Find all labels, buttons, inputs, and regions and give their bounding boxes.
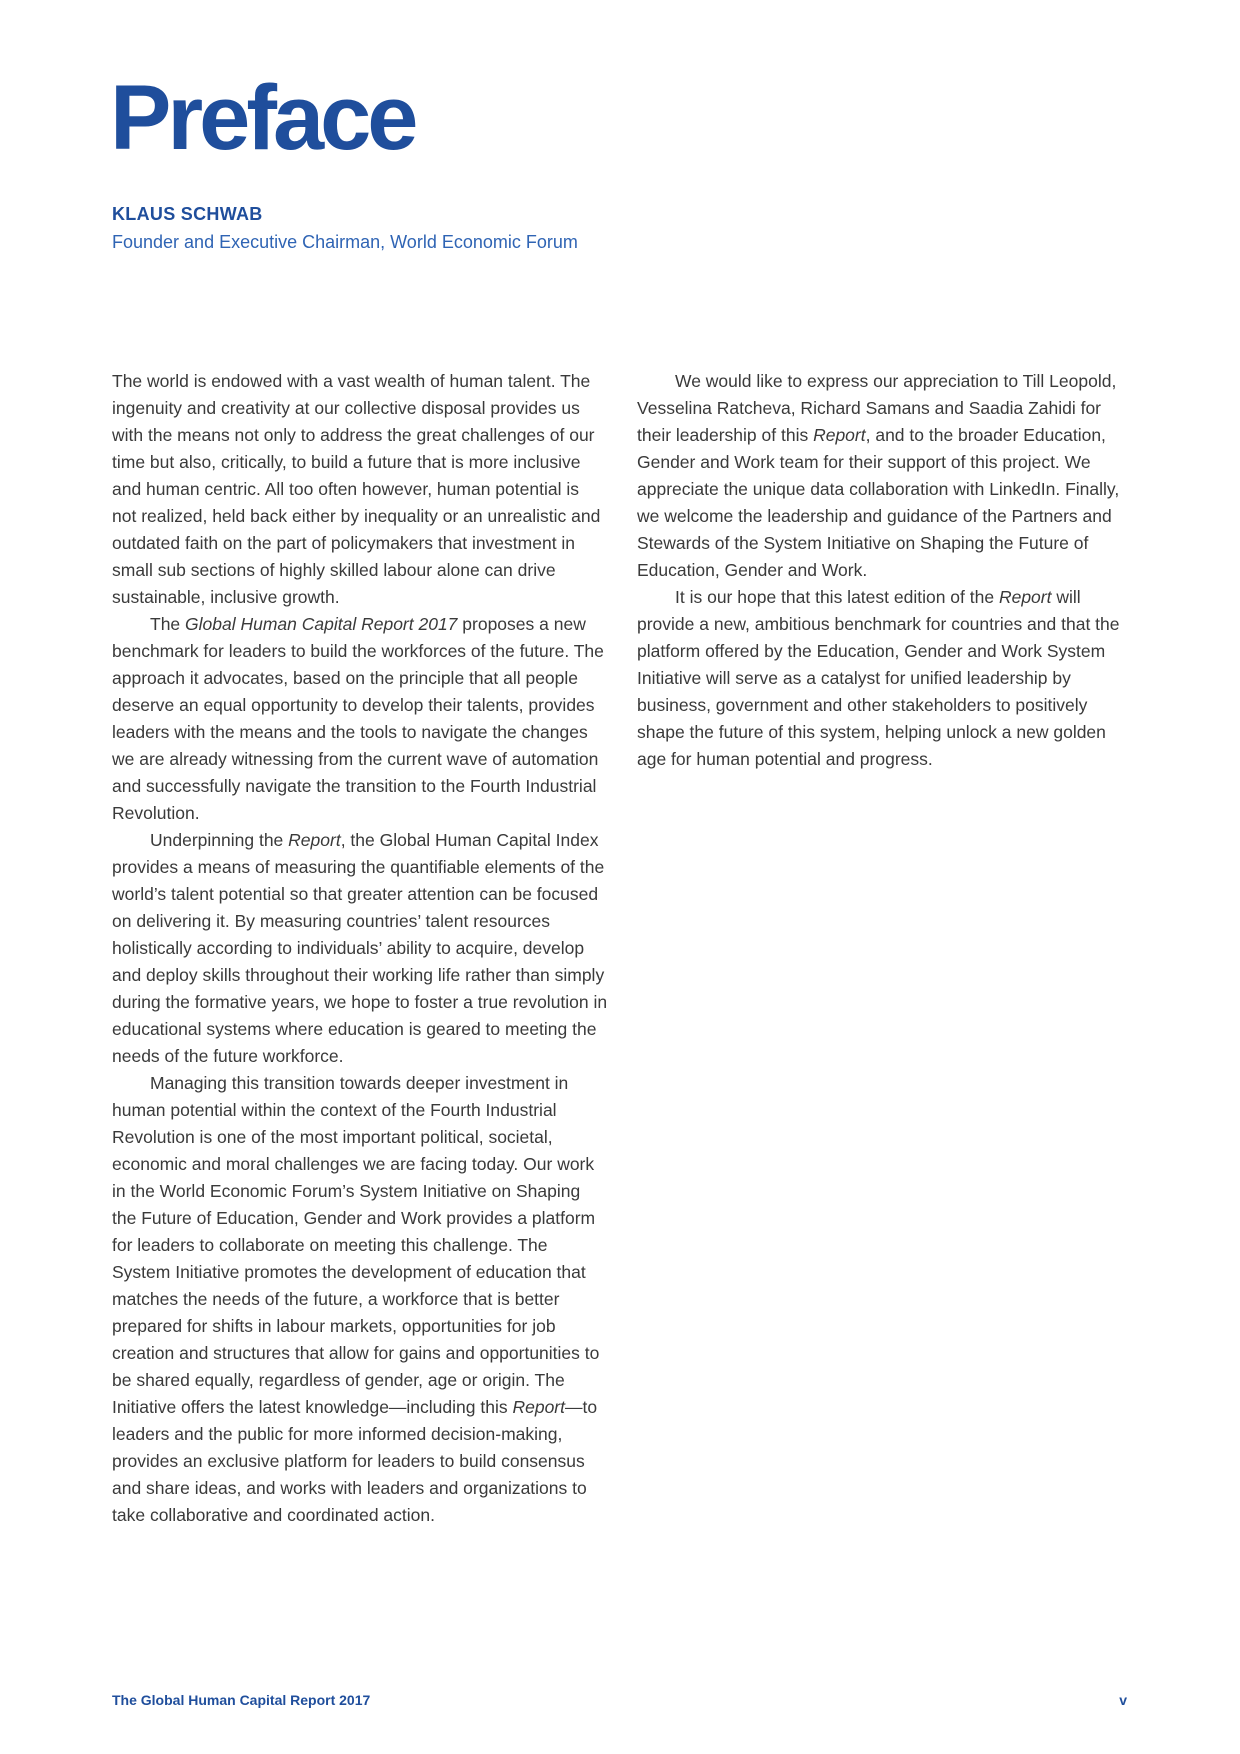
paragraph-2-emphasis: Global Human Capital Report 2017	[185, 614, 458, 634]
footer-page-number: v	[1119, 1692, 1127, 1708]
paragraph-3-emphasis: Report	[288, 830, 341, 850]
paragraph-5	[637, 368, 1135, 584]
paragraph-3	[112, 827, 608, 1070]
paragraph-2-text-pre: The	[150, 614, 186, 634]
paragraph-4-text-post: —to leaders and the public for more informed decision-making, provides an exclusive platform for leaders to build consensus and share ideas, and works with leaders and organizations to take collaborative and coordinated action.	[112, 1397, 598, 1525]
right-column	[637, 368, 1135, 773]
paragraph-5-emphasis: Report	[813, 425, 866, 445]
paragraph-4	[112, 1070, 608, 1529]
paragraph-3-text-post: , the Global Human Capital Index provides a means of measuring the quantifiable elements of the world’s talent potential so that greater attention can be focused on delivering it. By measuring countries’ talent resources holistically according to individuals’ ability to acquire, develop and deploy skills throughout their working life rather than simply during the formative years, we hope to foster a true revolution in educational systems where education is geared to meeting the needs of the future workforce.	[112, 830, 608, 1066]
footer-report-title: The Global Human Capital Report 2017	[112, 1692, 371, 1708]
paragraph-4-emphasis: Report	[512, 1397, 565, 1417]
paragraph-6-text-post: will provide a new, ambitious benchmark for countries and that the platform offered by the Education, Gender and Work System Initiative will serve as a catalyst for unified leadership by business, government and other stakeholders to positively shape the future of this system, helping unlock a new golden age for human potential and progress.	[637, 587, 1120, 769]
paragraph-6	[637, 584, 1135, 773]
author-role: Founder and Executive Chairman, World Economic Forum	[112, 232, 578, 252]
paragraph-2	[112, 611, 608, 827]
paragraph-5-text-pre: We would like to express our appreciation to Till Leopold, Vesselina Ratcheva, Richard Samans and Saadia Zahidi for their leadership of this	[637, 371, 1117, 445]
paragraph-2-text-post: proposes a new benchmark for leaders to build the workforces of the future. The approach it advocates, based on the principle that all people deserve an equal opportunity to develop their talents, provides leaders with the means and the tools to navigate the changes we are already witnessing from the current wave of automation and successfully navigate the transition to the Fourth Industrial Revolution.	[112, 614, 604, 823]
left-column	[112, 368, 608, 1529]
paragraph-4-text-pre: Managing this transition towards deeper investment in human potential within the context of the Fourth Industrial Revolution is one of the most important political, societal, economic and moral challenges we are facing today. Our work in the World Economic Forum’s System Initiative on Shaping the Future of Education, Gender and Work provides a platform for leaders to collaborate on meeting this challenge. The System Initiative promotes the development of education that matches the needs of the future, a workforce that is better prepared for shifts in labour markets, opportunities for job creation and structures that allow for gains and opportunities to be shared equally, regardless of gender, age or origin. The Initiative offers the latest knowledge—including this	[112, 1073, 600, 1417]
paragraph-6-emphasis: Report	[998, 587, 1052, 607]
paragraph-5-text-post: , and to the broader Education, Gender and Work team for their support of this project. We appreciate the unique data collaboration with LinkedIn. Finally, we welcome the leadership and guidance of the Partners and Stewards of the System Initiative on Shaping the Future of Education, Gender and Work.	[637, 425, 1120, 580]
paragraph-6-text-pre: It is our hope that this latest edition of the	[675, 587, 999, 607]
paragraph-1-text: The world is endowed with a vast wealth of human talent. The ingenuity and creativity at our collective disposal provides us with the means not only to address the great challenges of our time but also, critically, to build a future that is more inclusive and human centric. All too often however, human potential is not realized, held back either by inequality or an unrealistic and outdated faith on the part of policymakers that investment in small sub sections of highly skilled labour alone can drive sustainable, inclusive growth.	[112, 371, 601, 607]
author-name: KLAUS SCHWAB	[112, 204, 263, 224]
page-title: Preface	[110, 67, 415, 169]
paragraph-3-text-pre: Underpinning the	[150, 830, 289, 850]
paragraph-1	[112, 368, 608, 611]
